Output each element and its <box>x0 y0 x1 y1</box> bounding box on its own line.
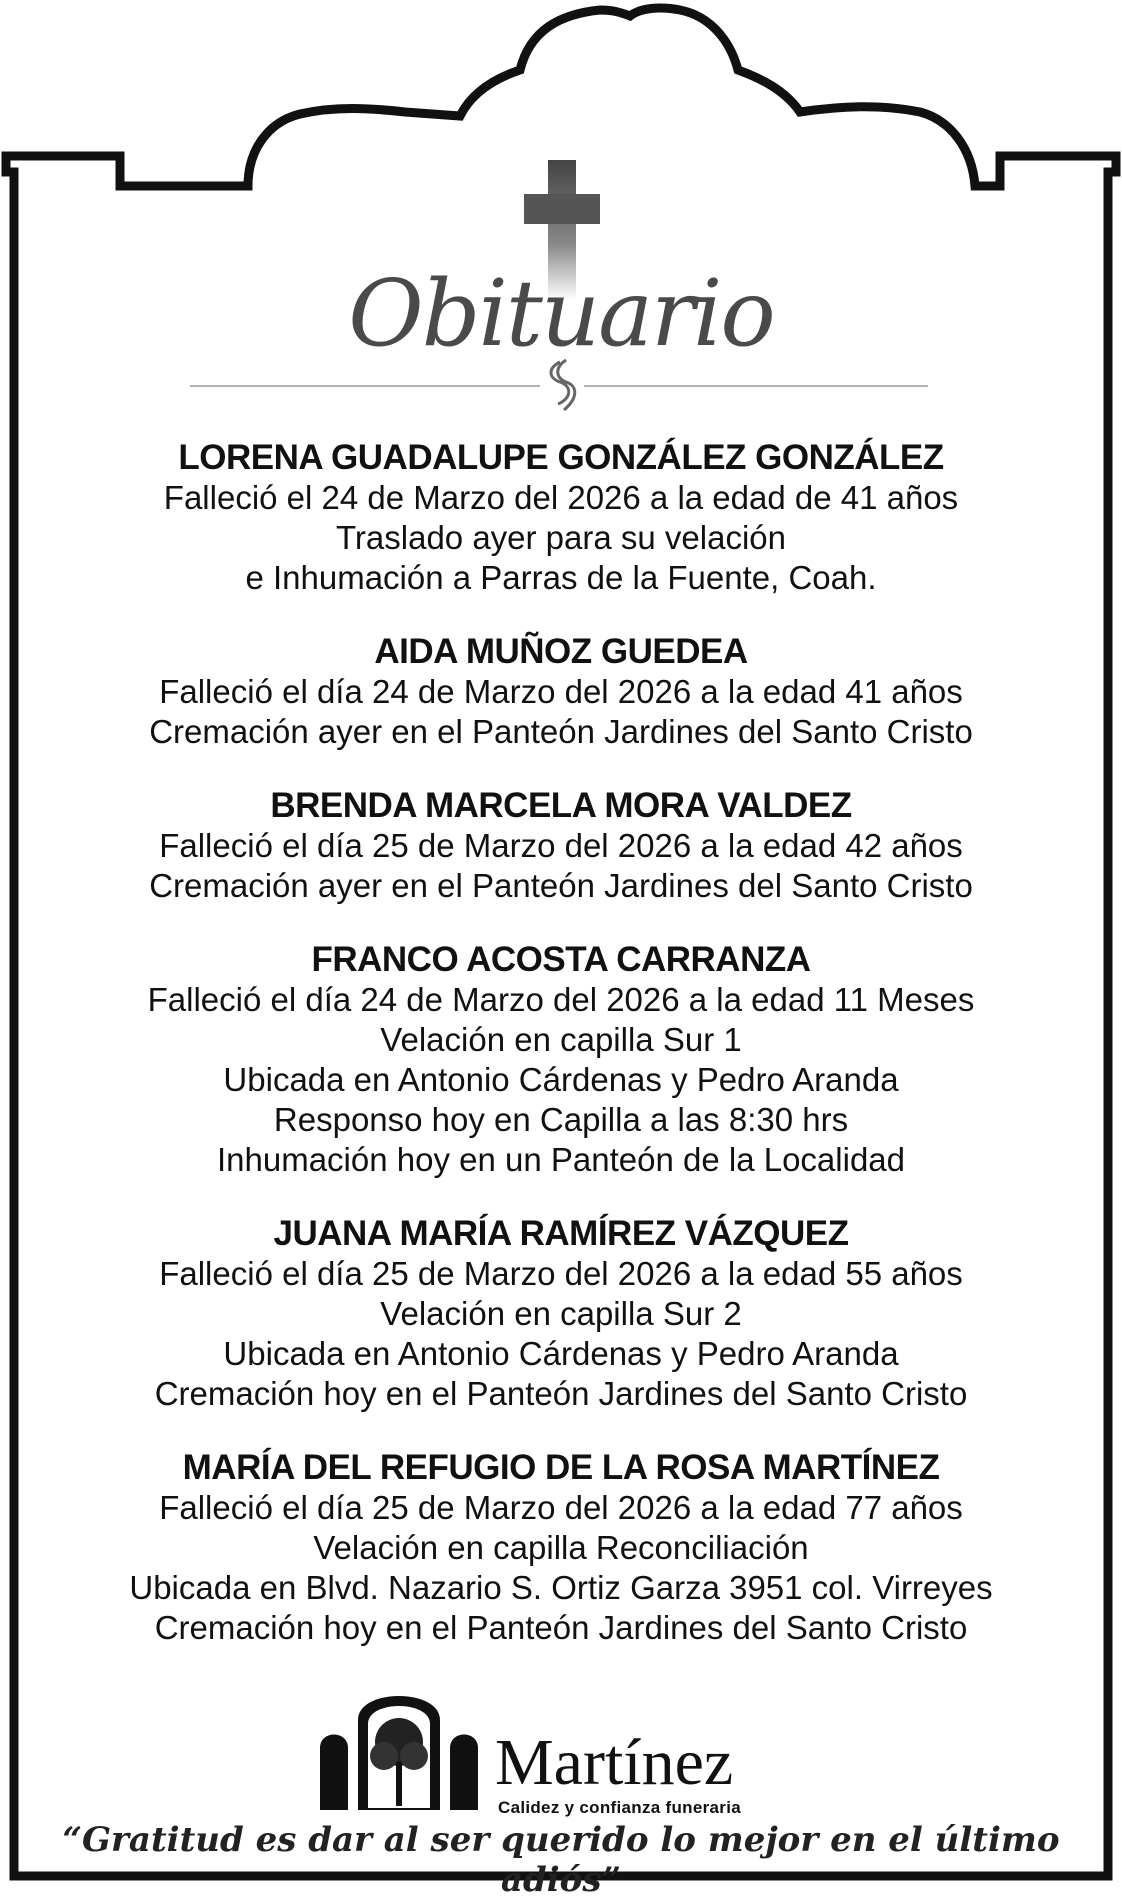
notice-line: Falleció el día 25 de Marzo del 2026 a la edad 42 años <box>159 827 963 864</box>
notice-line: Cremación hoy en el Panteón Jardines del Santo Cristo <box>154 1609 968 1646</box>
notice-line: Velación en capilla Sur 1 <box>380 1021 742 1058</box>
notice-line: Cremación ayer en el Panteón Jardines del Santo Cristo <box>149 713 973 750</box>
notice-line: Cremación ayer en el Panteón Jardines del Santo Cristo <box>149 867 973 904</box>
obituary-entry <box>60 940 1062 1180</box>
motto: “Gratitud es dar al ser querido lo mejor en el último adiós” <box>62 1820 1060 1900</box>
notice-line: Velación en capilla Reconciliación <box>313 1529 809 1566</box>
notice-line: Ubicada en Antonio Cárdenas y Pedro Aranda <box>223 1061 899 1098</box>
notice-line: Ubicada en Antonio Cárdenas y Pedro Aranda <box>223 1335 899 1372</box>
notice-line: Falleció el día 24 de Marzo del 2026 a la edad 11 Meses <box>147 981 975 1018</box>
obituary-entry <box>60 1448 1062 1648</box>
deceased-name: AIDA MUÑOZ GUEDEA <box>374 632 748 671</box>
section-ornament-icon <box>551 360 575 410</box>
page-title: Obituario <box>348 260 774 367</box>
brand-name: Martínez <box>495 1726 734 1799</box>
brand-tagline: Calidez y confianza funeraria <box>498 1798 741 1817</box>
obituary-entry <box>60 632 1062 752</box>
obituary-entry <box>60 786 1062 906</box>
notice-line: Falleció el día 25 de Marzo del 2026 a la edad 55 años <box>159 1255 963 1292</box>
deceased-name: MARÍA DEL REFUGIO DE LA ROSA MARTÍNEZ <box>182 1448 940 1487</box>
deceased-name: BRENDA MARCELA MORA VALDEZ <box>270 786 852 825</box>
notice-line: Falleció el día 24 de Marzo del 2026 a la edad 41 años <box>159 673 963 710</box>
chapel-logo-icon <box>320 1696 478 1810</box>
notice-line: Traslado ayer para su velación <box>335 519 786 556</box>
notice-line: Responso hoy en Capilla a las 8:30 hrs <box>273 1101 849 1138</box>
notice-line: Falleció el 24 de Marzo del 2026 a la edad de 41 años <box>163 479 959 516</box>
notice-line: Inhumación hoy en un Panteón de la Localidad <box>216 1141 906 1178</box>
notice-line: Falleció el día 25 de Marzo del 2026 a la edad 77 años <box>159 1489 963 1526</box>
notice-line: Cremación hoy en el Panteón Jardines del Santo Cristo <box>154 1375 968 1412</box>
obituary-entry <box>60 438 1062 598</box>
obituary-list <box>60 438 1062 1682</box>
deceased-name: JUANA MARÍA RAMÍREZ VÁZQUEZ <box>273 1214 849 1253</box>
obituary-entry <box>60 1214 1062 1414</box>
notice-line: e Inhumación a Parras de la Fuente, Coah. <box>245 559 877 596</box>
notice-line: Velación en capilla Sur 2 <box>380 1295 742 1332</box>
notice-line: Ubicada en Blvd. Nazario S. Ortiz Garza 3951 col. Virreyes <box>129 1569 993 1606</box>
deceased-name: FRANCO ACOSTA CARRANZA <box>311 940 811 979</box>
deceased-name: LORENA GUADALUPE GONZÁLEZ GONZÁLEZ <box>178 438 944 477</box>
